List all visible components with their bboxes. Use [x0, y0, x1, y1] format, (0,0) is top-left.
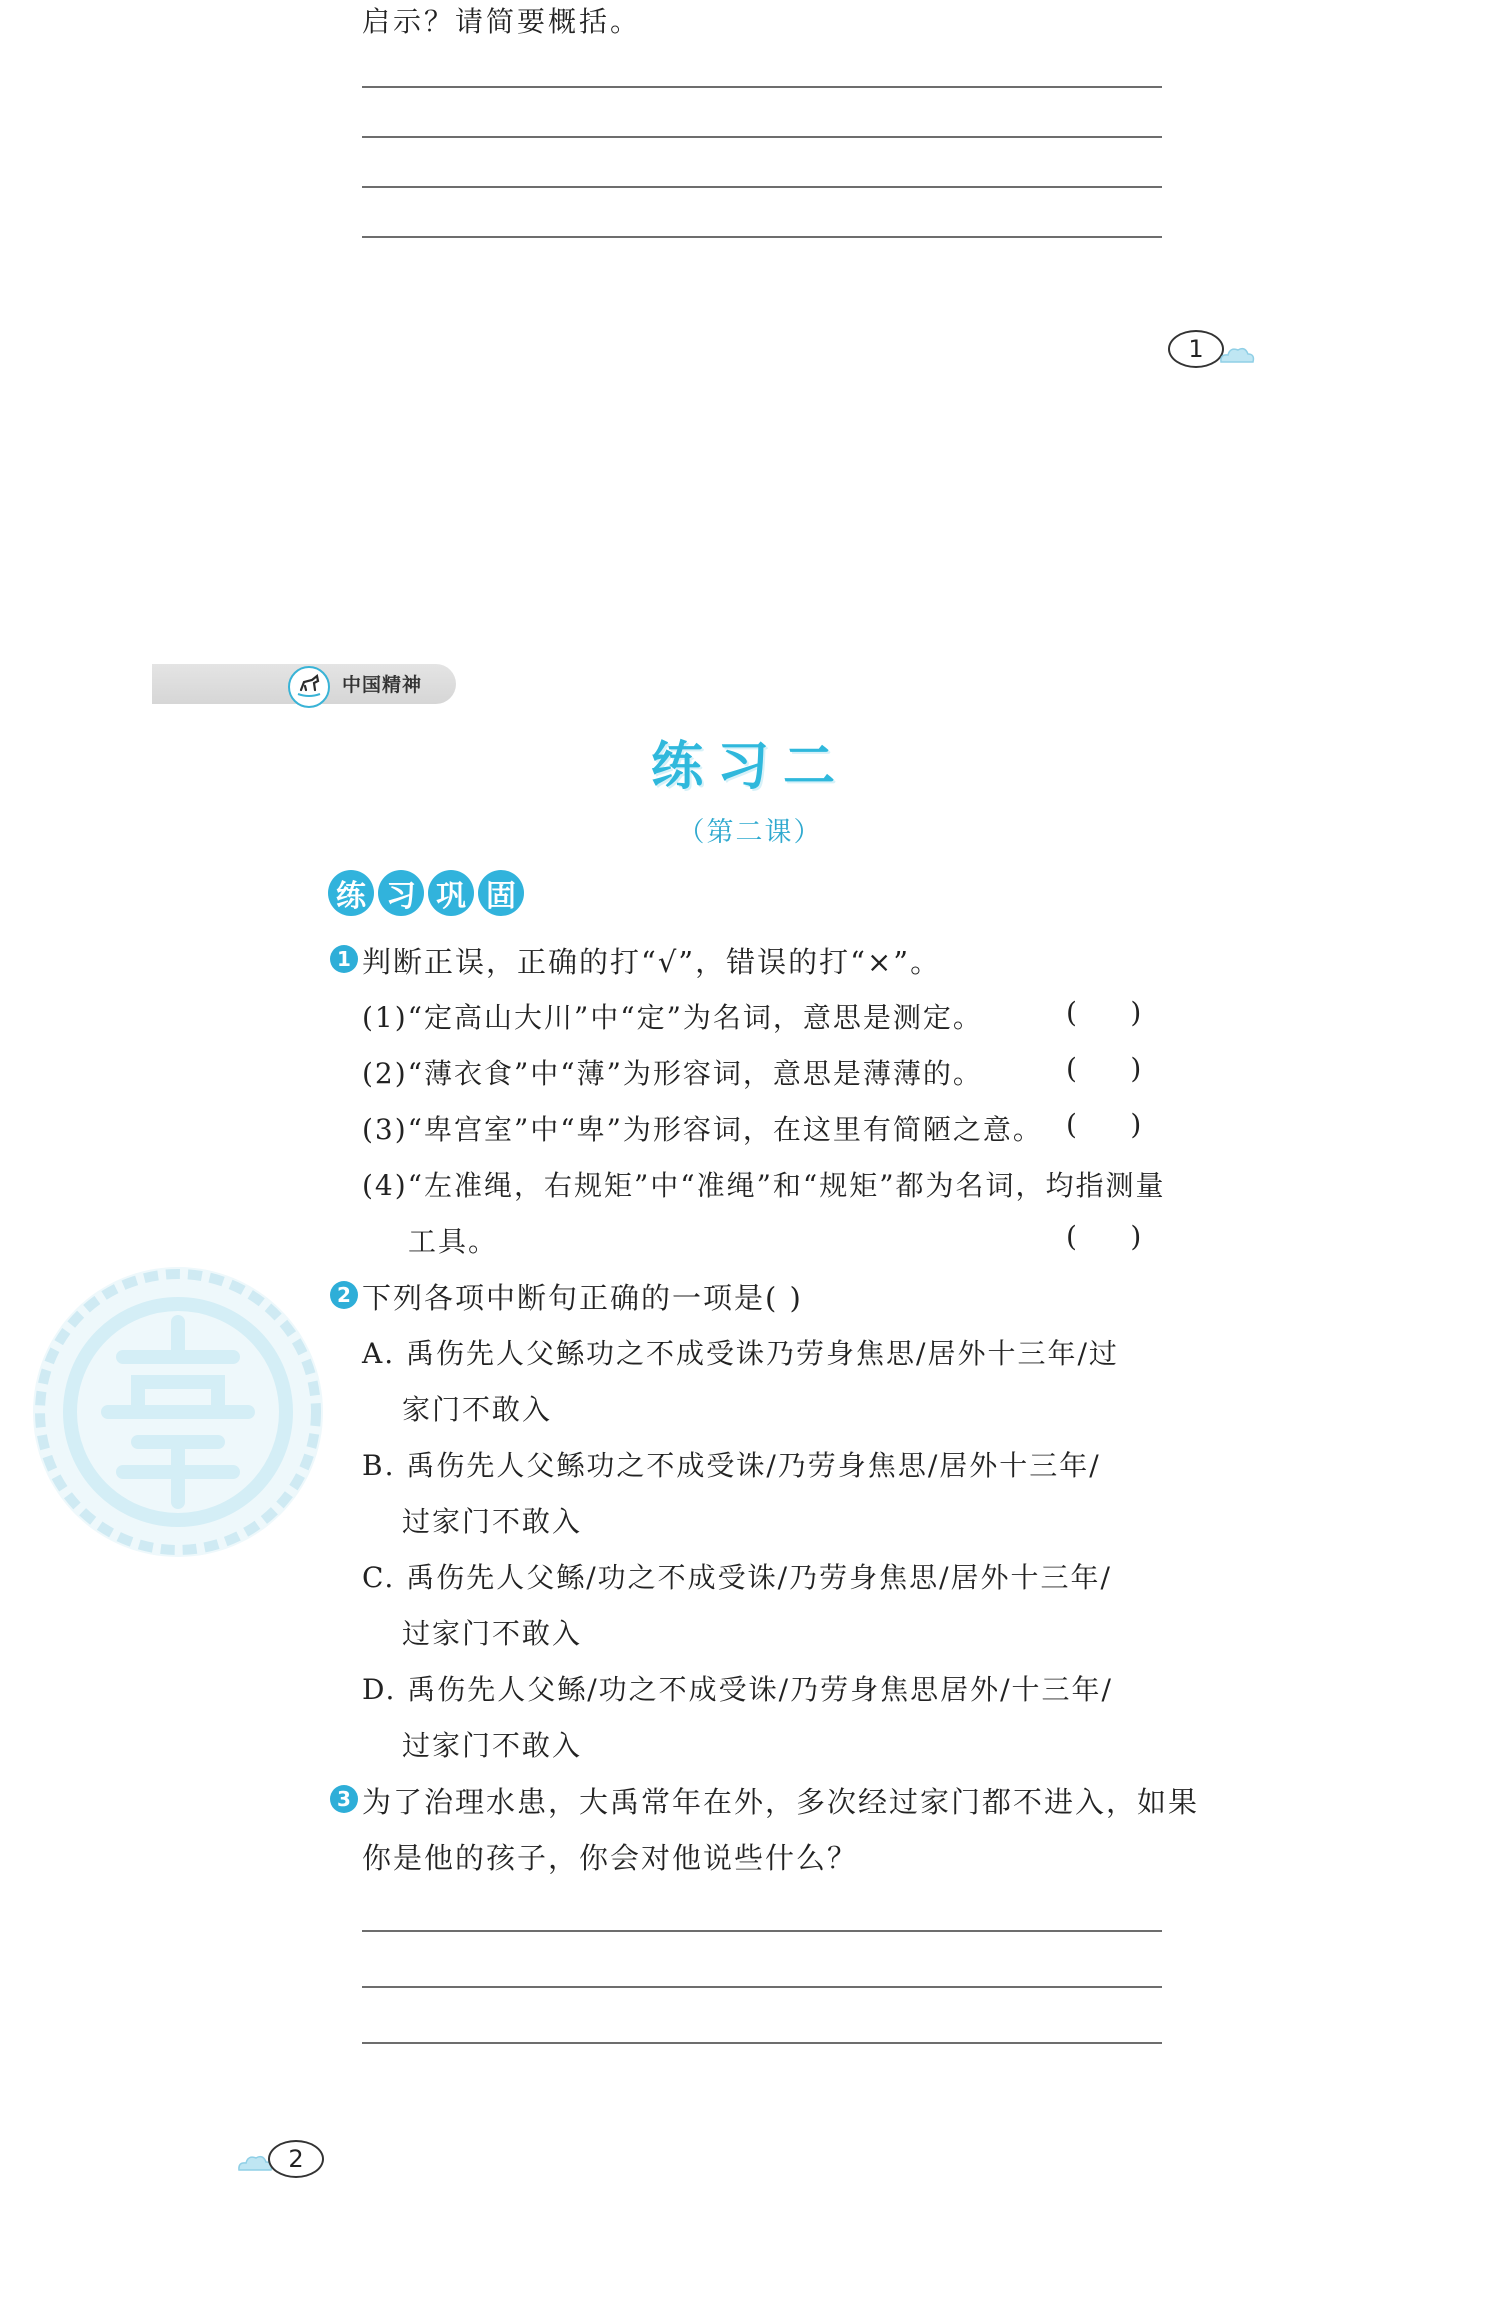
auspicious-ornament-icon — [28, 1262, 328, 1562]
section-badge-char: 练 — [328, 870, 374, 916]
q2-option-b-cont: 过家门不敢入 — [402, 1505, 583, 1538]
q2-option-c-cont: 过家门不敢入 — [402, 1617, 583, 1650]
section-badge-char: 习 — [378, 870, 424, 916]
q2-option-d[interactable]: D. 禹伤先人父鲧/功之不成受诛/乃劳身焦思居外/十三年/ — [362, 1673, 1113, 1706]
question-3-prompt-line2: 你是他的孩子，你会对他说些什么？ — [362, 1841, 859, 1875]
question-number-badge — [330, 1281, 358, 1309]
answer-blank[interactable]: ( ) — [1066, 1108, 1142, 1141]
answer-line[interactable] — [362, 1930, 1162, 1932]
page-number-badge — [268, 2140, 324, 2178]
question-2-prompt: 下列各项中断句正确的一项是( ) — [362, 1281, 803, 1315]
q2-option-d-cont: 过家门不敢入 — [402, 1729, 583, 1762]
question-1-prompt: 判断正误，正确的打“√”，错误的打“×”。 — [362, 945, 942, 979]
answer-line[interactable] — [362, 2042, 1162, 2044]
answer-blank[interactable]: ( ) — [1066, 1052, 1142, 1085]
section-badge-char: 巩 — [428, 870, 474, 916]
answer-blank[interactable]: ( ) — [1066, 1220, 1142, 1253]
q1-item-4-continuation: 工具。 — [408, 1225, 499, 1258]
q1-item-1: (1)“定高山大川”中“定”为名词，意思是测定。 — [362, 1001, 983, 1034]
question-number: 3 — [337, 1787, 351, 1811]
section-badge-char: 固 — [478, 870, 524, 916]
q2-option-a-cont: 家门不敢入 — [402, 1393, 553, 1426]
cloud-icon — [1218, 344, 1256, 366]
question-number-badge — [330, 1785, 358, 1813]
previous-page-question-tail: 启示？请简要概括。 — [362, 5, 642, 38]
q1-item-3: (3)“卑宫室”中“卑”为形容词，在这里有简陋之意。 — [362, 1113, 1043, 1146]
answer-line[interactable] — [362, 1986, 1162, 1988]
answer-line — [362, 136, 1162, 138]
q2-option-a[interactable]: A. 禹伤先人父鲧功之不成受诛乃劳身焦思/居外十三年/过 — [362, 1337, 1119, 1370]
section-badge-practice — [328, 870, 524, 918]
answer-line — [362, 236, 1162, 238]
horse-logo-icon — [288, 666, 330, 708]
answer-blank[interactable]: ( ) — [1066, 996, 1142, 1029]
question-3-prompt-line1: 为了治理水患，大禹常年在外，多次经过家门都不进入，如果 — [362, 1785, 1200, 1819]
exercise-title: 练习二 — [650, 737, 849, 797]
q2-option-c[interactable]: C. 禹伤先人父鲧/功之不成受诛/乃劳身焦思/居外十三年/ — [362, 1561, 1112, 1594]
q1-item-4: (4)“左准绳，右规矩”中“准绳”和“规矩”都为名词，均指测量 — [362, 1169, 1166, 1202]
q2-option-b[interactable]: B. 禹伤先人父鲧功之不成受诛/乃劳身焦思/居外十三年/ — [362, 1449, 1101, 1482]
page-number: 1 — [1188, 335, 1204, 363]
exercise-subtitle: （第二课） — [677, 817, 823, 848]
chapter-header-label: 中国精神 — [342, 674, 423, 696]
question-number-badge — [330, 945, 358, 973]
answer-line — [362, 186, 1162, 188]
page-number: 2 — [288, 2145, 304, 2173]
question-number: 1 — [337, 947, 351, 971]
q1-item-2: (2)“薄衣食”中“薄”为形容词，意思是薄薄的。 — [362, 1057, 983, 1090]
answer-line — [362, 86, 1162, 88]
question-number: 2 — [337, 1283, 351, 1307]
page-number-badge — [1168, 330, 1224, 368]
